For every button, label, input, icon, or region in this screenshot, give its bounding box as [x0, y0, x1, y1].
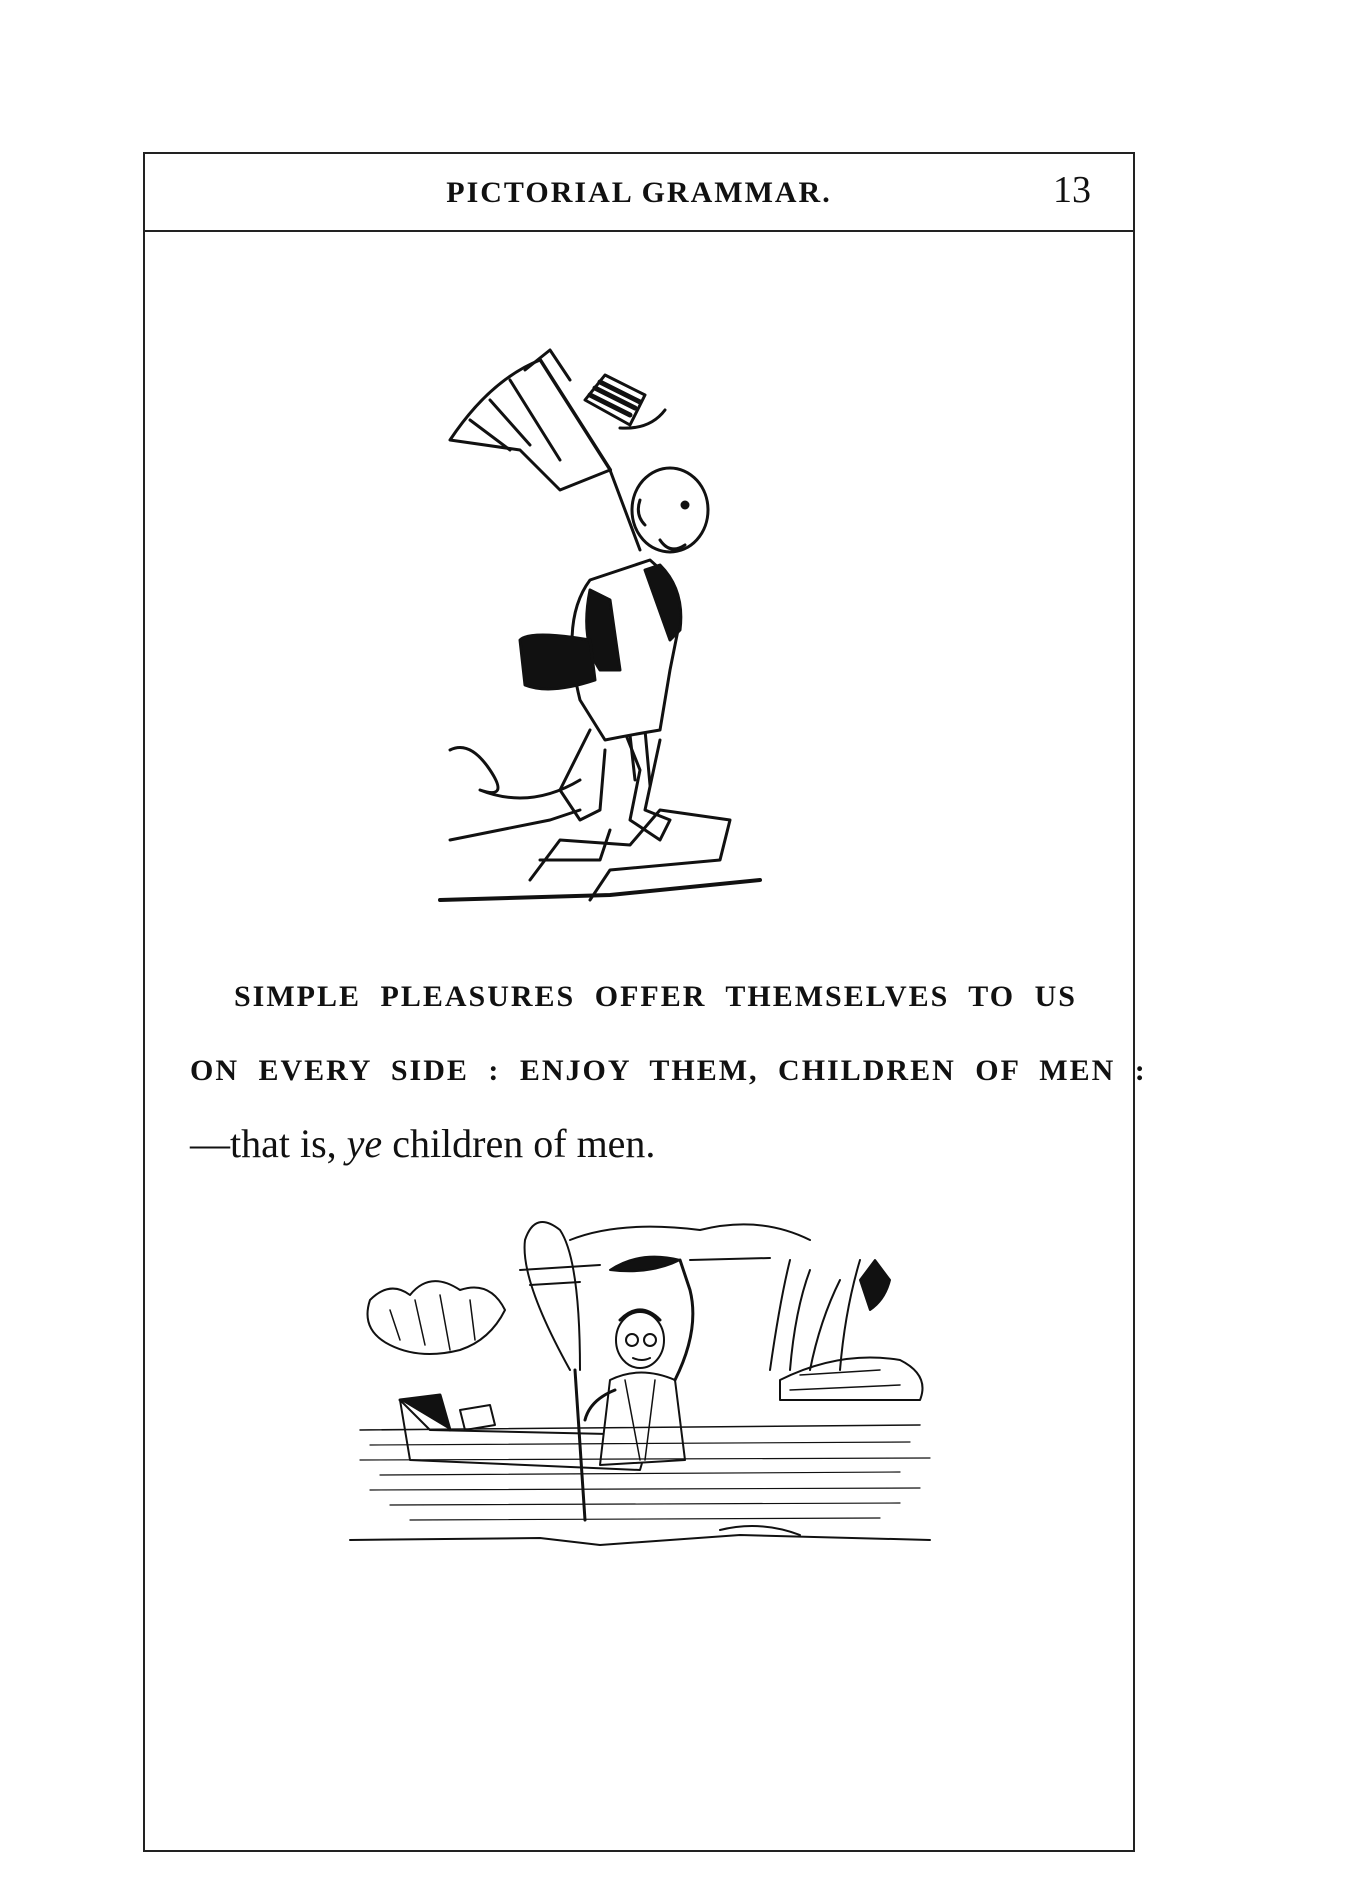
- page-header: [143, 152, 1135, 232]
- text-line-1: SIMPLE PLEASURES OFFER THEMSELVES TO US: [234, 980, 1077, 1013]
- running-title: PICTORIAL GRAMMAR.: [446, 176, 832, 209]
- text-line-2: ON EVERY SIDE : ENJOY THEM, CHILDREN OF MEN :: [190, 1054, 1147, 1087]
- text-line-3: [190, 1112, 1090, 1176]
- body-text: [190, 960, 1147, 1176]
- page-number: 13: [1053, 169, 1091, 211]
- illustration-umbrella-man: [430, 340, 830, 920]
- text-line-3-end: children of men.: [382, 1121, 656, 1166]
- text-line-3-start: —that is,: [190, 1121, 347, 1166]
- illustration-fishing-man: [340, 1200, 940, 1570]
- text-line-3-italic: ye: [346, 1121, 383, 1166]
